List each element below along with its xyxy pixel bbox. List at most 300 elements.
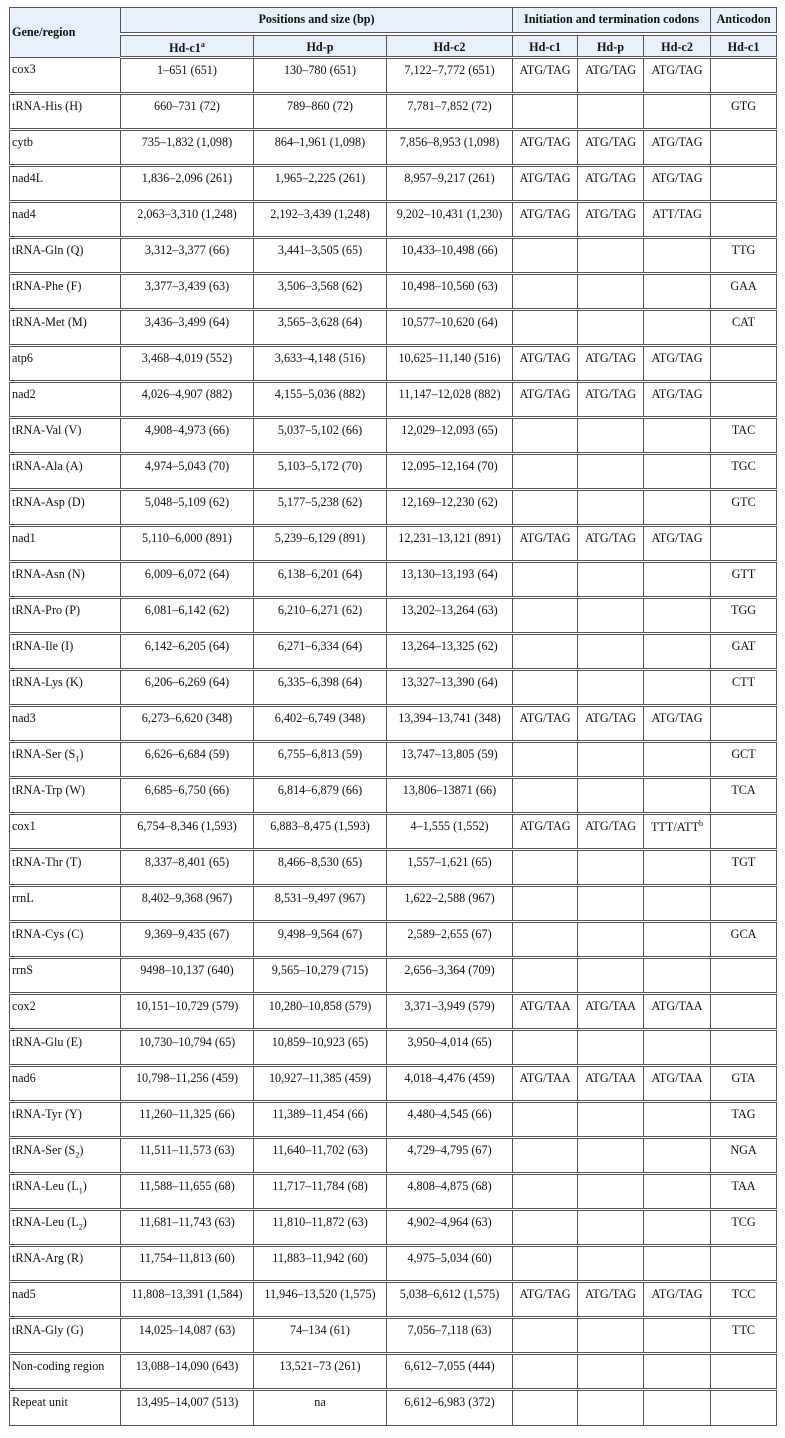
gene-name-cell: tRNA-Trp (W) <box>10 778 121 814</box>
table-row <box>10 1354 777 1390</box>
codon-cell <box>513 1138 578 1174</box>
position-cell: 10,625–11,140 (516) <box>387 346 513 382</box>
position-cell: 11,810–11,872 (63) <box>254 1210 387 1246</box>
position-cell: 4,974–5,043 (70) <box>121 454 254 490</box>
position-cell: 14,025–14,087 (63) <box>121 1318 254 1354</box>
codon-cell <box>513 886 578 922</box>
position-cell: 660–731 (72) <box>121 94 254 130</box>
table-row <box>10 1174 777 1210</box>
gene-name-cell: Repeat unit <box>10 1390 121 1426</box>
position-cell: 4,729–4,795 (67) <box>387 1138 513 1174</box>
position-cell: 10,498–10,560 (63) <box>387 274 513 310</box>
codon-cell <box>578 778 644 814</box>
anticodon-cell <box>711 958 777 994</box>
position-cell: 13,495–14,007 (513) <box>121 1390 254 1426</box>
position-cell: 5,038–6,612 (1,575) <box>387 1282 513 1318</box>
codon-cell <box>578 922 644 958</box>
table-row <box>10 922 777 958</box>
gene-name-cell: atp6 <box>10 346 121 382</box>
anticodon-cell: NGA <box>711 1138 777 1174</box>
codon-cell: ATG/TAG <box>513 166 578 202</box>
codon-cell: ATG/TAG <box>644 166 711 202</box>
position-cell: 6,081–6,142 (62) <box>121 598 254 634</box>
position-cell: 11,946–13,520 (1,575) <box>254 1282 387 1318</box>
position-cell: 6,138–6,201 (64) <box>254 562 387 598</box>
position-cell: 3,565–3,628 (64) <box>254 310 387 346</box>
codon-cell <box>513 1102 578 1138</box>
position-cell: 10,151–10,729 (579) <box>121 994 254 1030</box>
codon-cell <box>513 778 578 814</box>
position-cell: 4,480–4,545 (66) <box>387 1102 513 1138</box>
position-cell: 8,466–8,530 (65) <box>254 850 387 886</box>
position-cell: 10,927–11,385 (459) <box>254 1066 387 1102</box>
anticodon-cell: TCA <box>711 778 777 814</box>
codon-cell <box>644 886 711 922</box>
table-row <box>10 670 777 706</box>
gene-name-cell: rrnS <box>10 958 121 994</box>
position-cell: 4,808–4,875 (68) <box>387 1174 513 1210</box>
codon-cell <box>578 1354 644 1390</box>
anticodon-cell: GAT <box>711 634 777 670</box>
table-row <box>10 562 777 598</box>
anticodon-cell: TCC <box>711 1282 777 1318</box>
anticodon-cell: TAG <box>711 1102 777 1138</box>
codon-cell: ATG/TAA <box>513 1066 578 1102</box>
position-cell: 5,177–5,238 (62) <box>254 490 387 526</box>
position-cell: 6,402–6,749 (348) <box>254 706 387 742</box>
position-cell: 11,640–11,702 (63) <box>254 1138 387 1174</box>
table-row <box>10 1282 777 1318</box>
codon-cell <box>513 1030 578 1066</box>
anticodon-cell: TCG <box>711 1210 777 1246</box>
codon-cell <box>578 1318 644 1354</box>
position-cell: 7,122–7,772 (651) <box>387 58 513 94</box>
codon-cell <box>644 778 711 814</box>
position-cell: 13,806–13871 (66) <box>387 778 513 814</box>
codon-cell: ATG/TAG <box>644 346 711 382</box>
position-cell: 3,312–3,377 (66) <box>121 238 254 274</box>
anticodon-cell <box>711 706 777 742</box>
codon-cell <box>644 418 711 454</box>
table-row <box>10 346 777 382</box>
position-cell: 6,754–8,346 (1,593) <box>121 814 254 850</box>
anticodon-cell <box>711 814 777 850</box>
position-cell: 6,685–6,750 (66) <box>121 778 254 814</box>
position-cell: 13,130–13,193 (64) <box>387 562 513 598</box>
codon-cell <box>644 562 711 598</box>
gene-name-cell: tRNA-Ser $(S_2)$ <box>10 1138 121 1174</box>
position-cell: 4,908–4,973 (66) <box>121 418 254 454</box>
position-cell: 10,798–11,256 (459) <box>121 1066 254 1102</box>
codon-cell: ATG/TAG <box>644 706 711 742</box>
anticodon-cell: GCA <box>711 922 777 958</box>
position-cell: 12,231–13,121 (891) <box>387 526 513 562</box>
codon-cell <box>578 562 644 598</box>
codon-cell <box>644 670 711 706</box>
anticodon-cell <box>711 526 777 562</box>
position-cell: 8,402–9,368 (967) <box>121 886 254 922</box>
gene-name-cell: tRNA-Lys (K) <box>10 670 121 706</box>
table-row <box>10 166 777 202</box>
codon-cell <box>513 670 578 706</box>
codon-cell <box>578 886 644 922</box>
position-cell: 8,531–9,497 (967) <box>254 886 387 922</box>
position-cell: 10,859–10,923 (65) <box>254 1030 387 1066</box>
header-positions: Positions and size (bp) <box>121 8 513 34</box>
position-cell: 864–1,961 (1,098) <box>254 130 387 166</box>
anticodon-cell: GTT <box>711 562 777 598</box>
gene-name-cell: tRNA-Asp (D) <box>10 490 121 526</box>
position-cell: 6,142–6,205 (64) <box>121 634 254 670</box>
codon-cell <box>644 1030 711 1066</box>
table-row <box>10 1390 777 1426</box>
codon-cell <box>578 490 644 526</box>
anticodon-cell <box>711 58 777 94</box>
position-cell: 10,433–10,498 (66) <box>387 238 513 274</box>
codon-cell: ATG/TAG <box>513 58 578 94</box>
codon-cell <box>644 598 711 634</box>
position-cell: 11,754–11,813 (60) <box>121 1246 254 1282</box>
codon-cell: ATG/TAG <box>513 130 578 166</box>
table-row <box>10 706 777 742</box>
gene-name-cell: tRNA-Ser $(S_1)$ <box>10 742 121 778</box>
anticodon-cell <box>711 886 777 922</box>
position-cell: 6,612–6,983 (372) <box>387 1390 513 1426</box>
codon-cell <box>578 598 644 634</box>
position-cell: 789–860 (72) <box>254 94 387 130</box>
position-cell: 13,202–13,264 (63) <box>387 598 513 634</box>
subheader-cell: Hd-c2 <box>387 34 513 58</box>
codon-cell <box>578 1030 644 1066</box>
position-cell: 6,626–6,684 (59) <box>121 742 254 778</box>
codon-cell: ATG/TAG <box>513 526 578 562</box>
table-row <box>10 238 777 274</box>
gene-name-cell: tRNA-Pro (P) <box>10 598 121 634</box>
gene-name-cell: tRNA-Val (V) <box>10 418 121 454</box>
gene-name-cell: nad3 <box>10 706 121 742</box>
codon-cell <box>513 94 578 130</box>
anticodon-cell <box>711 202 777 238</box>
codon-cell <box>644 274 711 310</box>
subheader-cell: Hd-c2 <box>644 34 711 58</box>
gene-name-cell: nad4L <box>10 166 121 202</box>
codon-cell <box>513 310 578 346</box>
table-row <box>10 1066 777 1102</box>
codon-cell <box>513 490 578 526</box>
codon-cell: ATG/TAG <box>513 1282 578 1318</box>
codon-cell <box>513 274 578 310</box>
position-cell: 6,210–6,271 (62) <box>254 598 387 634</box>
gene-name-cell: tRNA-Glu (E) <box>10 1030 121 1066</box>
position-cell: 4,026–4,907 (882) <box>121 382 254 418</box>
codon-cell <box>578 1246 644 1282</box>
position-cell: 4,975–5,034 (60) <box>387 1246 513 1282</box>
anticodon-cell <box>711 130 777 166</box>
codon-cell: ATG/TAG <box>644 382 711 418</box>
anticodon-cell: TTC <box>711 1318 777 1354</box>
codon-cell <box>578 94 644 130</box>
position-cell: 10,577–10,620 (64) <box>387 310 513 346</box>
position-cell: 13,088–14,090 (643) <box>121 1354 254 1390</box>
codon-cell <box>578 1102 644 1138</box>
position-cell: 6,883–8,475 (1,593) <box>254 814 387 850</box>
gene-name-cell: cox1 <box>10 814 121 850</box>
position-cell: 4–1,555 (1,552) <box>387 814 513 850</box>
position-cell: 11,389–11,454 (66) <box>254 1102 387 1138</box>
gene-name-cell: tRNA-His (H) <box>10 94 121 130</box>
position-cell: 9,369–9,435 (67) <box>121 922 254 958</box>
position-cell: 9,565–10,279 (715) <box>254 958 387 994</box>
subheader-cell: Hd-c1 <box>513 34 578 58</box>
codon-cell <box>578 238 644 274</box>
position-cell: 6,335–6,398 (64) <box>254 670 387 706</box>
codon-cell <box>513 958 578 994</box>
codon-cell <box>578 454 644 490</box>
position-cell: 11,681–11,743 (63) <box>121 1210 254 1246</box>
codon-cell: ATG/TAG <box>644 526 711 562</box>
position-cell: 11,147–12,028 (882) <box>387 382 513 418</box>
position-cell: 1,557–1,621 (65) <box>387 850 513 886</box>
subheader-cell: Hd-p <box>578 34 644 58</box>
position-cell: 10,730–10,794 (65) <box>121 1030 254 1066</box>
position-cell: 1,836–2,096 (261) <box>121 166 254 202</box>
codon-cell <box>644 1390 711 1426</box>
table-row <box>10 310 777 346</box>
header-anticodon: Anticodon <box>711 8 777 34</box>
codon-cell <box>513 1390 578 1426</box>
codon-cell: ATG/TAG <box>644 58 711 94</box>
gene-name-cell: rrnL <box>10 886 121 922</box>
gene-name-cell: cytb <box>10 130 121 166</box>
anticodon-cell: TGC <box>711 454 777 490</box>
anticodon-cell: TGT <box>711 850 777 886</box>
gene-name-cell: cox3 <box>10 58 121 94</box>
codon-cell <box>644 1102 711 1138</box>
position-cell: 7,781–7,852 (72) <box>387 94 513 130</box>
codon-cell <box>644 310 711 346</box>
anticodon-cell: GCT <box>711 742 777 778</box>
position-cell: 5,239–6,129 (891) <box>254 526 387 562</box>
codon-cell: ATG/TAG <box>578 382 644 418</box>
gene-name-cell: cox2 <box>10 994 121 1030</box>
position-cell: 1–651 (651) <box>121 58 254 94</box>
position-cell: 13,394–13,741 (348) <box>387 706 513 742</box>
codon-cell: ATG/TAA <box>578 994 644 1030</box>
gene-name-cell: nad6 <box>10 1066 121 1102</box>
gene-name-cell: tRNA-Leu $(L_1)$ <box>10 1174 121 1210</box>
position-cell: 3,506–3,568 (62) <box>254 274 387 310</box>
gene-name-cell: nad2 <box>10 382 121 418</box>
codon-cell <box>644 1174 711 1210</box>
anticodon-cell: GTC <box>711 490 777 526</box>
codon-cell: ATG/TAA <box>644 1066 711 1102</box>
codon-cell <box>644 490 711 526</box>
position-cell: 130–780 (651) <box>254 58 387 94</box>
codon-cell <box>578 1174 644 1210</box>
anticodon-cell <box>711 1030 777 1066</box>
codon-cell: ATG/TAG <box>513 814 578 850</box>
position-cell: 74–134 (61) <box>254 1318 387 1354</box>
position-cell: 13,747–13,805 (59) <box>387 742 513 778</box>
codon-cell <box>644 1246 711 1282</box>
codon-cell <box>513 454 578 490</box>
position-cell: 2,192–3,439 (1,248) <box>254 202 387 238</box>
gene-name-cell: tRNA-Thr (T) <box>10 850 121 886</box>
position-cell: 3,633–4,148 (516) <box>254 346 387 382</box>
codon-cell <box>644 634 711 670</box>
position-cell: 8,957–9,217 (261) <box>387 166 513 202</box>
position-cell: 4,902–4,964 (63) <box>387 1210 513 1246</box>
codon-cell: ATG/TAG <box>578 166 644 202</box>
table-row <box>10 778 777 814</box>
position-cell: 13,327–13,390 (64) <box>387 670 513 706</box>
mitogenome-table <box>9 7 777 1426</box>
gene-name-cell: nad4 <box>10 202 121 238</box>
codon-cell: ATG/TAG <box>578 814 644 850</box>
codon-cell <box>513 598 578 634</box>
table-row <box>10 850 777 886</box>
position-cell: 3,371–3,949 (579) <box>387 994 513 1030</box>
position-cell: 6,273–6,620 (348) <box>121 706 254 742</box>
codon-cell: ATG/TAG <box>513 706 578 742</box>
codon-cell <box>644 922 711 958</box>
gene-name-cell: tRNA-Leu $(L_2)$ <box>10 1210 121 1246</box>
codon-cell <box>578 742 644 778</box>
table-row <box>10 1030 777 1066</box>
codon-cell <box>644 742 711 778</box>
codon-cell <box>644 1354 711 1390</box>
position-cell: 3,377–3,439 (63) <box>121 274 254 310</box>
codon-cell: ATG/TAG <box>578 1282 644 1318</box>
position-cell: 1,965–2,225 (261) <box>254 166 387 202</box>
codon-cell <box>513 238 578 274</box>
codon-cell <box>578 310 644 346</box>
table-row <box>10 1210 777 1246</box>
anticodon-cell <box>711 166 777 202</box>
table-row <box>10 94 777 130</box>
codon-cell <box>644 94 711 130</box>
codon-cell <box>513 850 578 886</box>
position-cell: 11,717–11,784 (68) <box>254 1174 387 1210</box>
position-cell: 3,468–4,019 (552) <box>121 346 254 382</box>
codon-cell: ATG/TAG <box>578 526 644 562</box>
position-cell: 9498–10,137 (640) <box>121 958 254 994</box>
table-row <box>10 886 777 922</box>
table-row <box>10 130 777 166</box>
codon-cell: ATG/TAG <box>513 346 578 382</box>
position-cell: 5,037–5,102 (66) <box>254 418 387 454</box>
anticodon-cell: CTT <box>711 670 777 706</box>
table-row <box>10 994 777 1030</box>
table-row <box>10 58 777 94</box>
position-cell: 9,202–10,431 (1,230) <box>387 202 513 238</box>
codon-cell <box>578 274 644 310</box>
position-cell: 735–1,832 (1,098) <box>121 130 254 166</box>
codon-cell <box>644 1138 711 1174</box>
anticodon-cell: TGG <box>711 598 777 634</box>
position-cell: 2,589–2,655 (67) <box>387 922 513 958</box>
gene-name-cell: tRNA-Asn (N) <box>10 562 121 598</box>
table-container <box>9 7 777 1426</box>
position-cell: 13,264–13,325 (62) <box>387 634 513 670</box>
anticodon-cell <box>711 1354 777 1390</box>
subheader-cell: Hd-c1$^a$ <box>121 34 254 58</box>
gene-name-cell: tRNA-Arg (R) <box>10 1246 121 1282</box>
position-cell: 11,511–11,573 (63) <box>121 1138 254 1174</box>
position-cell: 8,337–8,401 (65) <box>121 850 254 886</box>
anticodon-cell: CAT <box>711 310 777 346</box>
anticodon-cell: GTA <box>711 1066 777 1102</box>
position-cell: 6,271–6,334 (64) <box>254 634 387 670</box>
position-cell: 11,883–11,942 (60) <box>254 1246 387 1282</box>
position-cell: 12,169–12,230 (62) <box>387 490 513 526</box>
position-cell: 5,110–6,000 (891) <box>121 526 254 562</box>
table-row <box>10 598 777 634</box>
codon-cell <box>513 742 578 778</box>
codon-cell <box>644 238 711 274</box>
position-cell: na <box>254 1390 387 1426</box>
anticodon-cell <box>711 1390 777 1426</box>
codon-cell: ATG/TAG <box>513 202 578 238</box>
gene-name-cell: tRNA-Met (M) <box>10 310 121 346</box>
codon-cell <box>578 1210 644 1246</box>
codon-cell: ATG/TAG <box>578 130 644 166</box>
gene-name-cell: tRNA-Tyr (Y) <box>10 1102 121 1138</box>
position-cell: 4,018–4,476 (459) <box>387 1066 513 1102</box>
anticodon-cell: GTG <box>711 94 777 130</box>
subheader-cell: Hd-p <box>254 34 387 58</box>
codon-cell <box>578 958 644 994</box>
codon-cell: ATG/TAG <box>578 58 644 94</box>
codon-cell <box>513 1354 578 1390</box>
header-codons: Initiation and termination codons <box>513 8 711 34</box>
codon-cell: ATG/TAG <box>513 382 578 418</box>
position-cell: 6,009–6,072 (64) <box>121 562 254 598</box>
position-cell: 1,622–2,588 (967) <box>387 886 513 922</box>
position-cell: 10,280–10,858 (579) <box>254 994 387 1030</box>
table-row <box>10 526 777 562</box>
table-row <box>10 490 777 526</box>
position-cell: 2,656–3,364 (709) <box>387 958 513 994</box>
anticodon-cell: TAA <box>711 1174 777 1210</box>
anticodon-cell <box>711 1246 777 1282</box>
anticodon-cell: TTG <box>711 238 777 274</box>
gene-name-cell: tRNA-Ala (A) <box>10 454 121 490</box>
codon-cell <box>578 1138 644 1174</box>
table-row <box>10 958 777 994</box>
gene-name-cell: nad5 <box>10 1282 121 1318</box>
codon-cell <box>513 418 578 454</box>
gene-name-cell: tRNA-Gln (Q) <box>10 238 121 274</box>
position-cell: 5,103–5,172 (70) <box>254 454 387 490</box>
position-cell: 11,588–11,655 (68) <box>121 1174 254 1210</box>
gene-name-cell: tRNA-Phe (F) <box>10 274 121 310</box>
position-cell: 6,612–7,055 (444) <box>387 1354 513 1390</box>
position-cell: 6,206–6,269 (64) <box>121 670 254 706</box>
codon-cell: ATG/TAG <box>644 1282 711 1318</box>
table-row <box>10 634 777 670</box>
codon-cell: ATG/TAA <box>644 994 711 1030</box>
codon-cell <box>578 418 644 454</box>
gene-name-cell: tRNA-Ile (I) <box>10 634 121 670</box>
position-cell: 7,856–8,953 (1,098) <box>387 130 513 166</box>
position-cell: 2,063–3,310 (1,248) <box>121 202 254 238</box>
codon-cell <box>513 634 578 670</box>
header-gene-region: Gene/region <box>10 8 121 58</box>
table-row <box>10 1138 777 1174</box>
codon-cell: ATG/TAG <box>644 130 711 166</box>
codon-cell <box>513 562 578 598</box>
